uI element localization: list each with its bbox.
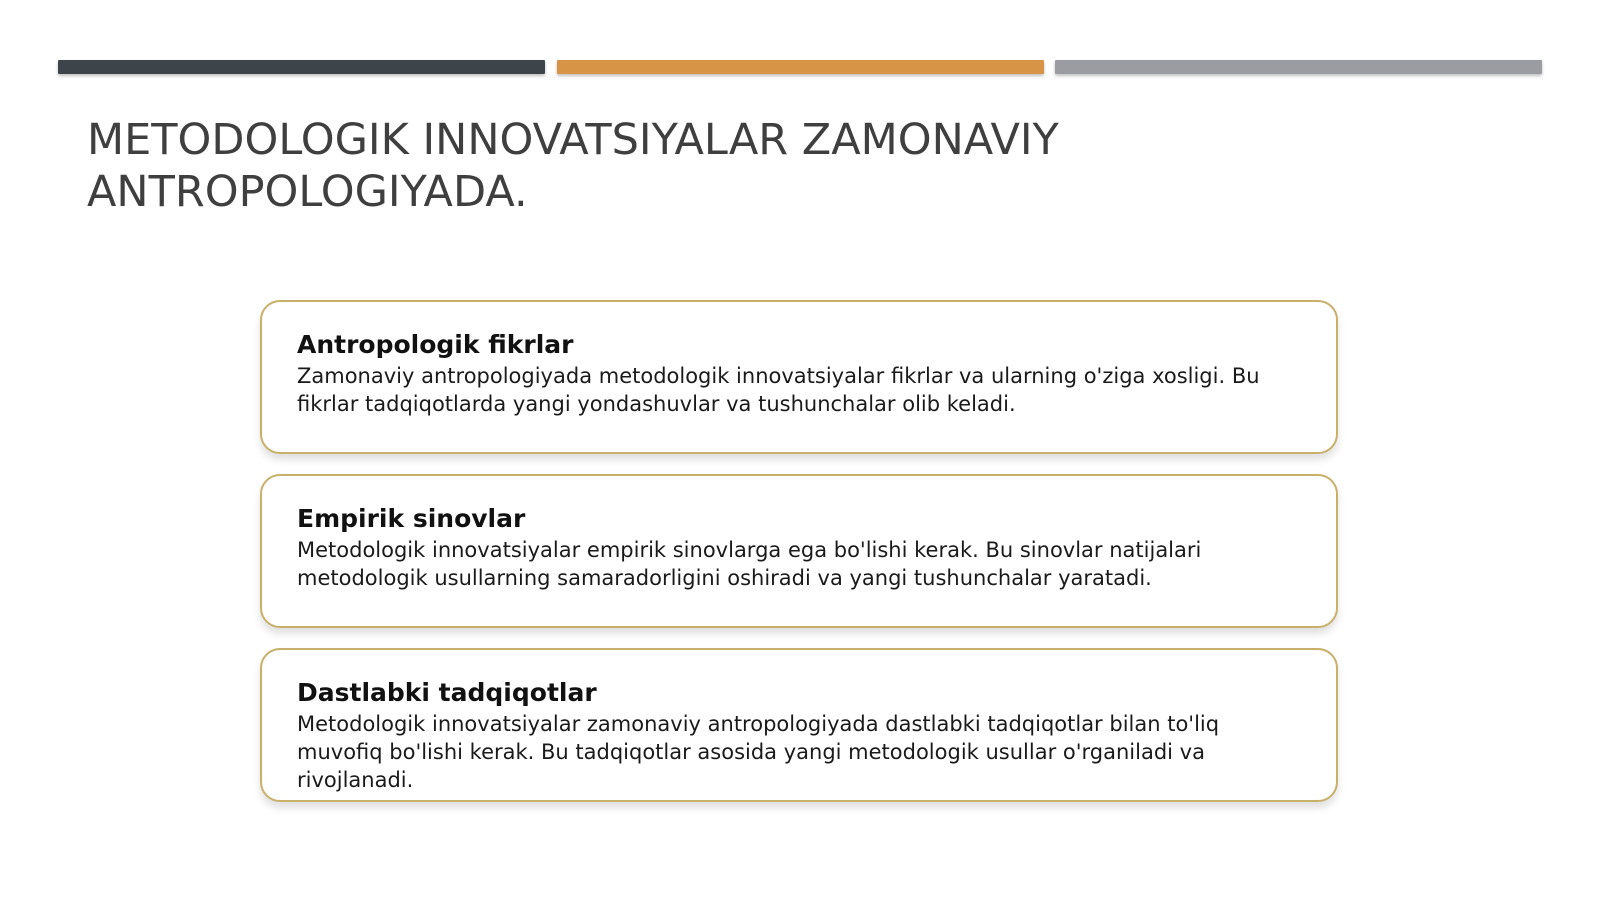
card-text: Metodologik innovatsiyalar zamonaviy antropologiyada dastlabki tadqiqotlar bilan to'liq muvofiq bo'lishi kerak. Bu tadqiqotlar asosida yangi metodologik usullar o'rganiladi va rivojlanadi. <box>297 712 1220 792</box>
accent-bar-dark <box>58 60 545 74</box>
card-heading: Antropologik fikrlar <box>297 330 574 359</box>
card-heading: Dastlabki tadqiqotlar <box>297 678 597 707</box>
card-text: Zamonaviy antropologiyada metodologik innovatsiyalar fikrlar va ularning o'ziga xosligi. Bu fikrlar tadqiqotlarda yangi yondashuvlar va tushunchalar olib keladi. <box>297 364 1260 416</box>
card-heading: Empirik sinovlar <box>297 504 526 533</box>
slide-title: METODOLOGIK INNOVATSIYALAR ZAMONAVIY ANTROPOLOGIYADA. <box>87 115 1059 217</box>
accent-bar-gray <box>1055 60 1542 74</box>
content-card-dastlabki-tadqiqotlar <box>260 648 1338 802</box>
accent-bar-orange <box>557 60 1044 74</box>
content-card-antropologik-fikrlar <box>260 300 1338 454</box>
content-card-empirik-sinovlar <box>260 474 1338 628</box>
card-text: Metodologik innovatsiyalar empirik sinovlarga ega bo'lishi kerak. Bu sinovlar natijalari metodologik usullarning samaradorligini oshiradi va yangi tushunchalar yaratadi. <box>297 538 1202 590</box>
